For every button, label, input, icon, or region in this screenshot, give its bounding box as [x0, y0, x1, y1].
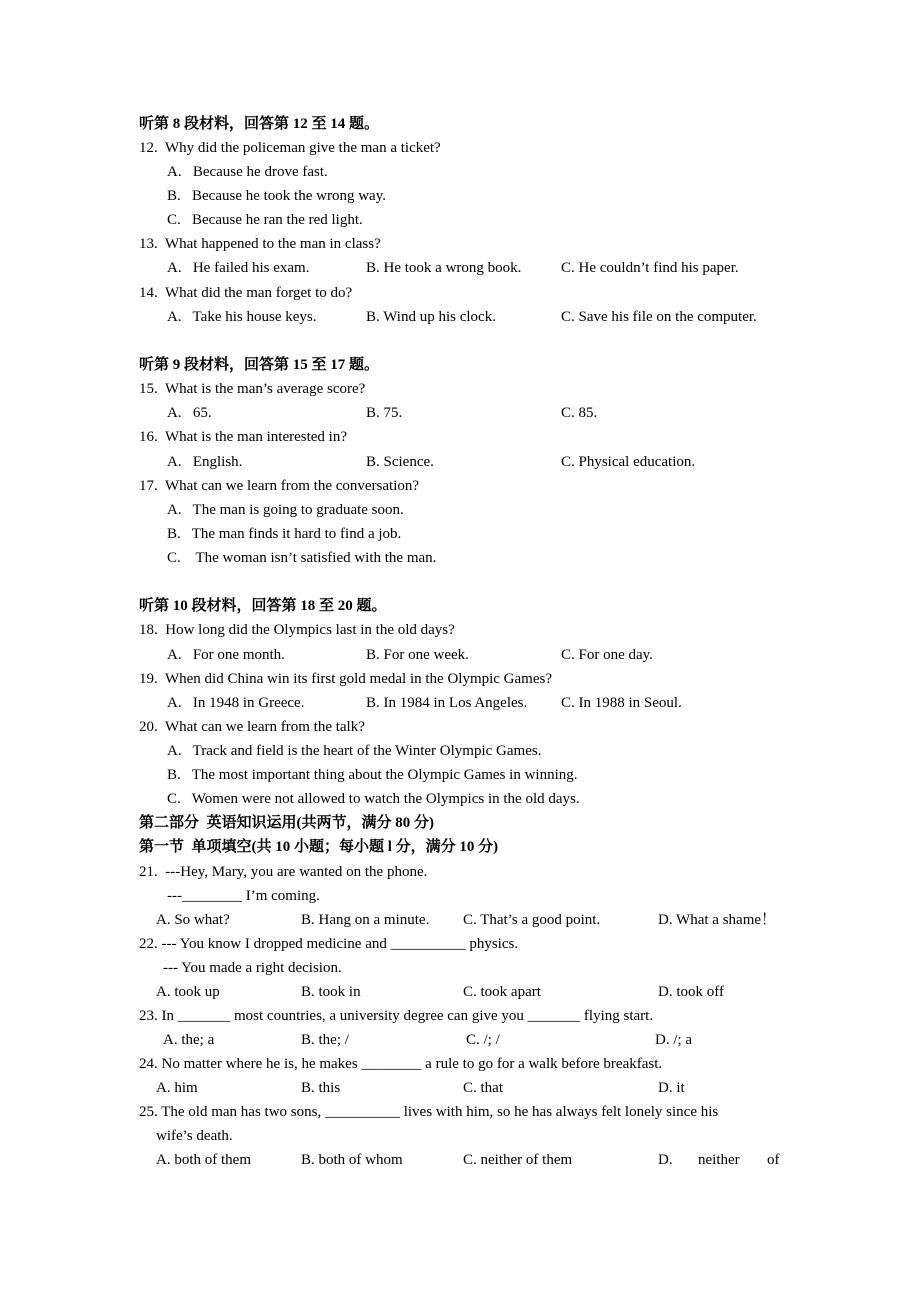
- question-18: 18. How long did the Olympics last in the old days?: [139, 622, 455, 638]
- q24-option-d: D. it: [658, 1080, 685, 1096]
- q12-option-a: A. Because he drove fast.: [167, 164, 328, 180]
- q19-option-b: B. In 1984 in Los Angeles.: [366, 695, 528, 711]
- q13-option-b: B. He took a wrong book.: [366, 260, 522, 276]
- question-19: 19. When did China win its first gold medal in the Olympic Games?: [139, 671, 552, 687]
- section-8-heading: 听第 8 段材料，回答第 12 至 14 题。: [139, 116, 380, 132]
- q21-option-c: C. That’s a good point.: [463, 912, 601, 928]
- q24-option-b: B. this: [301, 1080, 341, 1096]
- q18-option-b: B. For one week.: [366, 647, 469, 663]
- q23-option-b: B. the; /: [301, 1032, 349, 1048]
- q22-option-a: A. took up: [156, 984, 220, 1000]
- q24-option-a: A. him: [156, 1080, 198, 1096]
- q16-option-c: C. Physical education.: [561, 454, 696, 470]
- q12-option-b: B. Because he took the wrong way.: [167, 188, 386, 204]
- q23-option-d: D. /; a: [655, 1032, 693, 1048]
- question-21: 21. ---Hey, Mary, you are wanted on the phone.: [139, 864, 428, 880]
- q12-option-c: C. Because he ran the red light.: [167, 212, 363, 228]
- q25-option-a: A. both of them: [156, 1152, 251, 1168]
- question-23: 23. In _______ most countries, a university degree can give you _______ flying start.: [139, 1008, 654, 1024]
- q17-option-c: C. The woman isn’t satisfied with the man.: [167, 550, 437, 566]
- q21-option-d: D. What a shame！: [658, 912, 777, 928]
- question-25-continued: wife’s death.: [156, 1128, 233, 1144]
- question-25: 25. The old man has two sons, __________ lives with him, so he has always felt lonely since his: [139, 1104, 719, 1120]
- question-22-reply: --- You made a right decision.: [163, 960, 342, 976]
- q13-option-a: A. He failed his exam.: [167, 260, 310, 276]
- q16-option-b: B. Science.: [366, 454, 434, 470]
- q17-option-a: A. The man is going to graduate soon.: [167, 502, 404, 518]
- q22-option-b: B. took in: [301, 984, 361, 1000]
- q25-option-d-label: D.: [658, 1152, 673, 1168]
- question-16: 16. What is the man interested in?: [139, 429, 348, 445]
- section-9-heading: 听第 9 段材料，回答第 15 至 17 题。: [139, 357, 380, 373]
- part-2-section-1-heading: 第一节 单项填空(共 10 小题；每小题 l 分，满分 10 分): [139, 839, 499, 855]
- q19-option-c: C. In 1988 in Seoul.: [561, 695, 682, 711]
- q19-option-a: A. In 1948 in Greece.: [167, 695, 305, 711]
- q15-option-a: A. 65.: [167, 405, 212, 421]
- question-20: 20. What can we learn from the talk?: [139, 719, 365, 735]
- question-24: 24. No matter where he is, he makes ________ a rule to go for a walk before breakfast.: [139, 1056, 663, 1072]
- q20-option-c: C. Women were not allowed to watch the Olympics in the old days.: [167, 791, 580, 807]
- question-14: 14. What did the man forget to do?: [139, 285, 353, 301]
- part-2-heading: 第二部分 英语知识运用(共两节，满分 80 分): [139, 815, 434, 831]
- question-21-reply: ---________ I’m coming.: [167, 888, 320, 904]
- q23-option-a: A. the; a: [163, 1032, 215, 1048]
- q18-option-c: C. For one day.: [561, 647, 653, 663]
- q15-option-b: B. 75.: [366, 405, 403, 421]
- q25-option-d-word-1: neither: [698, 1152, 740, 1168]
- q20-option-a: A. Track and field is the heart of the Winter Olympic Games.: [167, 743, 542, 759]
- q14-option-b: B. Wind up his clock.: [366, 309, 496, 325]
- question-13: 13. What happened to the man in class?: [139, 236, 381, 252]
- q18-option-a: A. For one month.: [167, 647, 285, 663]
- q17-option-b: B. The man finds it hard to find a job.: [167, 526, 402, 542]
- section-10-heading: 听第 10 段材料，回答第 18 至 20 题。: [139, 598, 387, 614]
- question-15: 15. What is the man’s average score?: [139, 381, 366, 397]
- q25-option-b: B. both of whom: [301, 1152, 403, 1168]
- q25-option-d-word-2: of: [767, 1152, 780, 1168]
- question-22: 22. --- You know I dropped medicine and __________ physics.: [139, 936, 519, 952]
- q23-option-c: C. /; /: [466, 1032, 500, 1048]
- q25-option-c: C. neither of them: [463, 1152, 573, 1168]
- q20-option-b: B. The most important thing about the Olympic Games in winning.: [167, 767, 578, 783]
- q14-option-a: A. Take his house keys.: [167, 309, 317, 325]
- q21-option-b: B. Hang on a minute.: [301, 912, 430, 928]
- q22-option-d: D. took off: [658, 984, 724, 1000]
- q15-option-c: C. 85.: [561, 405, 598, 421]
- q22-option-c: C. took apart: [463, 984, 541, 1000]
- question-12: 12. Why did the policeman give the man a ticket?: [139, 140, 441, 156]
- q24-option-c: C. that: [463, 1080, 503, 1096]
- q16-option-a: A. English.: [167, 454, 243, 470]
- q13-option-c: C. He couldn’t find his paper.: [561, 260, 739, 276]
- q14-option-c: C. Save his file on the computer.: [561, 309, 757, 325]
- q21-option-a: A. So what?: [156, 912, 230, 928]
- question-17: 17. What can we learn from the conversation?: [139, 478, 420, 494]
